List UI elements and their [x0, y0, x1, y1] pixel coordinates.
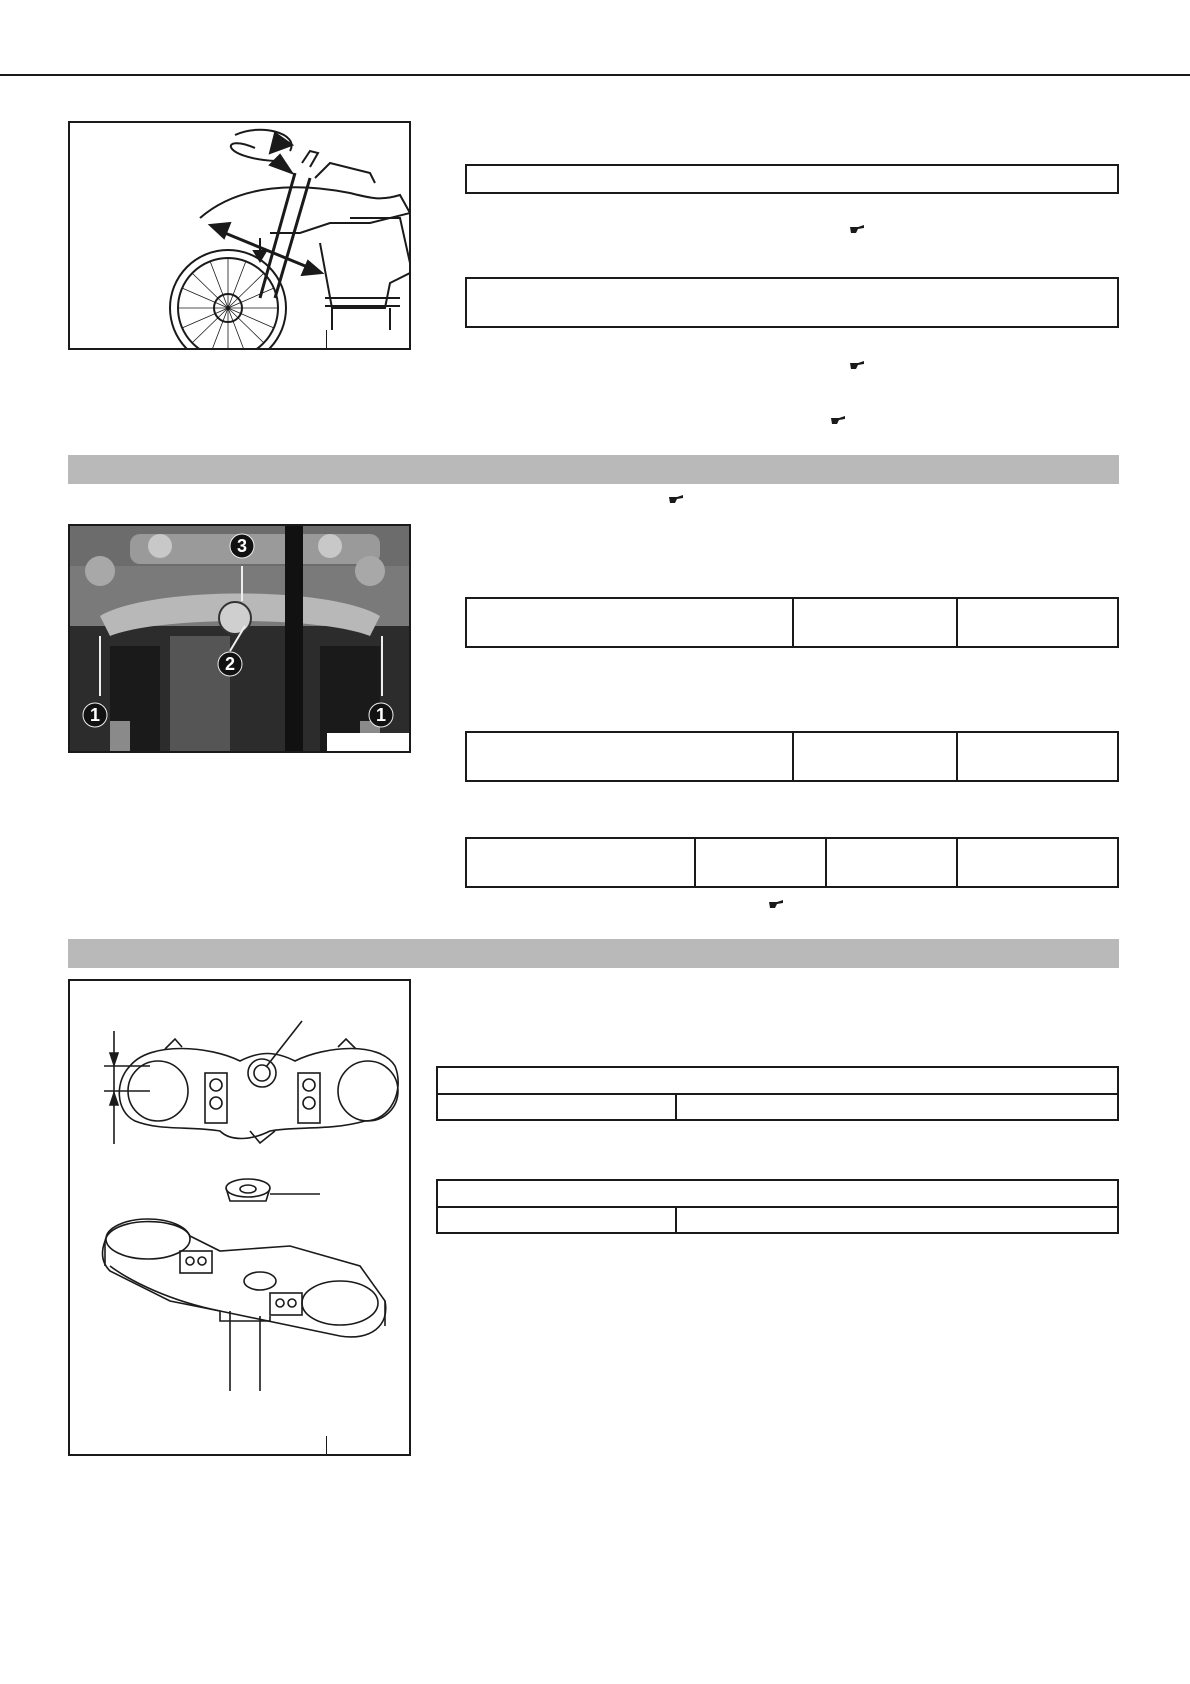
pointer-hand-icon [767, 898, 785, 910]
spec-grid-2 [436, 1179, 1119, 1234]
pointer-hand-icon [667, 493, 685, 505]
steering-check-figure [68, 121, 411, 350]
torque-table-2 [465, 731, 1119, 782]
spec-box-2 [465, 277, 1119, 328]
torque-table-3 [465, 837, 1119, 888]
callout-3: 3 [236, 536, 248, 556]
figure-label-tab [326, 1436, 409, 1454]
upper-triple-clamp-drawing [68, 979, 411, 1456]
pointer-hand-icon [848, 359, 866, 371]
header-rule [0, 74, 1190, 76]
figure-label-tab [326, 330, 409, 348]
triple-clamp-bolts-photo [68, 524, 411, 753]
motorcycle-front-illustration [70, 123, 411, 350]
spec-grid-1 [436, 1066, 1119, 1121]
spec-box-1 [465, 164, 1119, 194]
triple-clamp-photo-illustration [70, 526, 411, 753]
section-heading-bar [68, 939, 1119, 968]
callout-2: 2 [224, 654, 236, 674]
callout-1-right: 1 [375, 705, 387, 725]
pointer-hand-icon [829, 414, 847, 426]
triple-clamp-line-drawing [70, 981, 411, 1456]
pointer-hand-icon [848, 223, 866, 235]
torque-table-1 [465, 597, 1119, 648]
section-heading-bar [68, 455, 1119, 484]
figure-label-tab [326, 733, 409, 751]
callout-1-left: 1 [89, 705, 101, 725]
